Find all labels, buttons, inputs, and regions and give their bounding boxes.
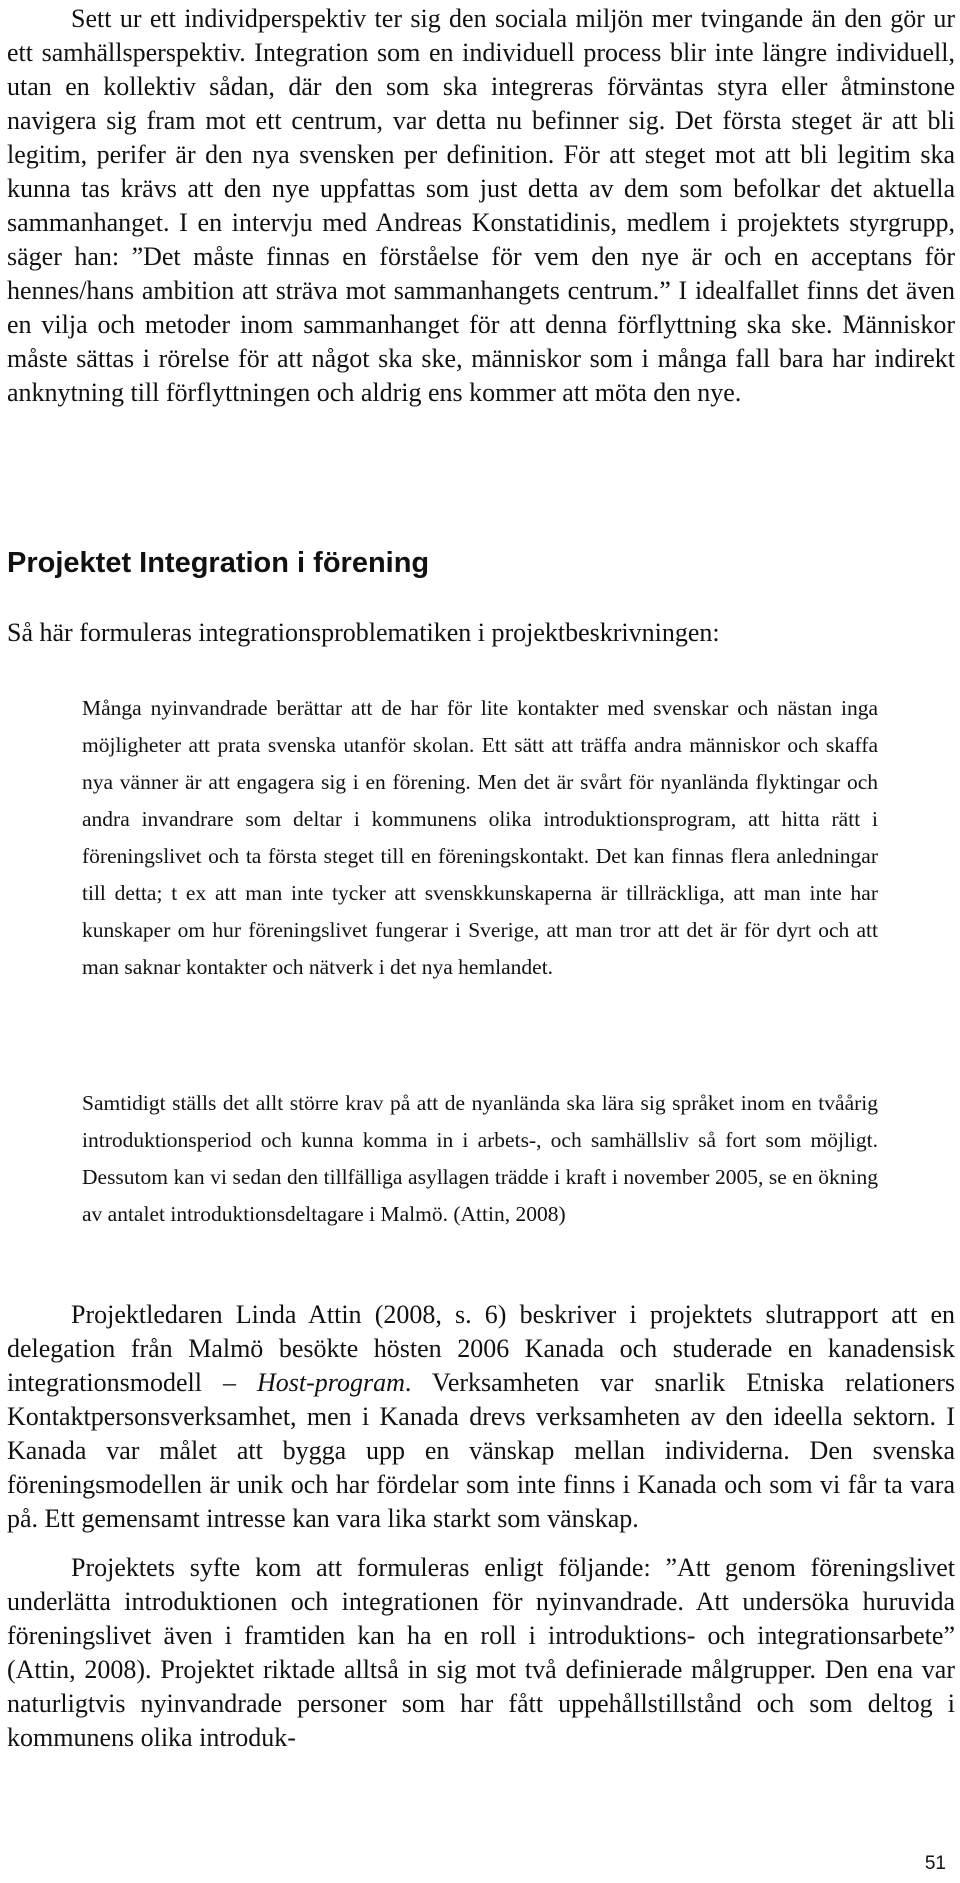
paragraph-text: Projektledaren Linda Attin (2008, s. 6) beskriver i projektets slutrapport att en delegation från Malmö besökte hösten 2006 Kanada och studerade en kanadensisk integrationsmodell –: [7, 1300, 955, 1397]
intro-sentence: Så här formuleras integrationsproblematiken i projektbeskrivningen:: [7, 618, 720, 647]
paragraph-text: . Verksamheten var snarlik Etniska relationers Kontaktpersonsverksamhet, men i Kanada drevs verksamheten av den ideella sektorn. I Kanada var målet att bygga upp en vänskap mellan individerna. Den svenska föreningsmodellen är unik och har fördelar som inte finns i Kanada och som vi får ta vara på. Ett gemensamt intresse kan vara lika starkt som vänskap.: [7, 1368, 955, 1533]
paragraph: Sett ur ett individperspektiv ter sig den sociala miljön mer tvingande än den gör ur ett samhällsperspektiv. Integration som en individuell process blir inte längre individuell, utan en kollektiv sådan, där den som ska integreras förväntas styra eller åtminstone navigera sig fram mot ett centrum, var detta nu befinner sig. Det första steget är att bli legitim, perifer är den nya svensken per definition. För att steget mot att bli legitim ska kunna tas krävs att den nye uppfattas som just detta av dem som befolkar det aktuella sammanhanget. I en intervju med Andreas Konstatidinis, medlem i projektets styrgrupp, säger han: ”Det måste finnas en förståelse för vem den nye är och en acceptans för hennes/hans ambition att sträva mot sammanhangets centrum.” I idealfallet finns det även en vilja och metoder inom sammanhanget för att denna förflyttning ska ske. Människor måste sättas i rörelse för att något ska ske, människor som i många fall bara har indirekt anknytning till förflyttningen och aldrig ens kommer att möta den nye.: [7, 4, 955, 407]
block-quote: Många nyinvandrade berättar att de har för lite kontakter med svenskar och nästan inga möjligheter att prata svenska utanför skolan. Ett sätt att träffa andra människor och skaffa nya vänner är att engagera sig i en förening. Men det är svårt för nyanlända flyktingar och andra invandrare som deltar i kommunens olika introduktionsprogram, att hitta rätt i föreningslivet och ta första steget till en föreningskontakt. Det kan finnas flera anledningar till detta; t ex att man inte tycker att svenskkunskaperna är tillräckliga, att man inte har kunskaper om hur föreningslivet fungerar i Sverige, att man tror att det är för dyrt och att man saknar kontakter och nätverk i det nya hemlandet.: [82, 696, 878, 979]
paragraph: [7, 1298, 955, 1536]
paragraph: Projektets syfte kom att formuleras enligt följande: ”Att genom föreningslivet underlätta introduktionen och integrationen för nyinvandrade. Att undersöka huruvida föreningslivet även i framtiden kan ha en roll i introduktions- och integrationsarbete” (Attin, 2008). Projektet riktade alltså in sig mot två definierade målgrupper. Den ena var naturligtvis nyinvandrade personer som har fått uppehållstillstånd och som deltog i kommunens olika introduk-: [7, 1553, 955, 1752]
emphasized-term: Host-program: [257, 1368, 405, 1397]
block-quote: Samtidigt ställs det allt större krav på att de nyanlända ska lära sig språket inom en tvåårig introduktionsperiod och kunna komma in i arbets-, och samhällsliv så fort som möjligt. Dessutom kan vi sedan den tillfälliga asyllagen trädde i kraft i november 2005, se en ökning av antalet introduktionsdeltagare i Malmö. (Attin, 2008): [82, 1091, 878, 1226]
page-number: 51: [924, 1853, 946, 1874]
section-heading: Projektet Integration i förening: [7, 547, 430, 579]
